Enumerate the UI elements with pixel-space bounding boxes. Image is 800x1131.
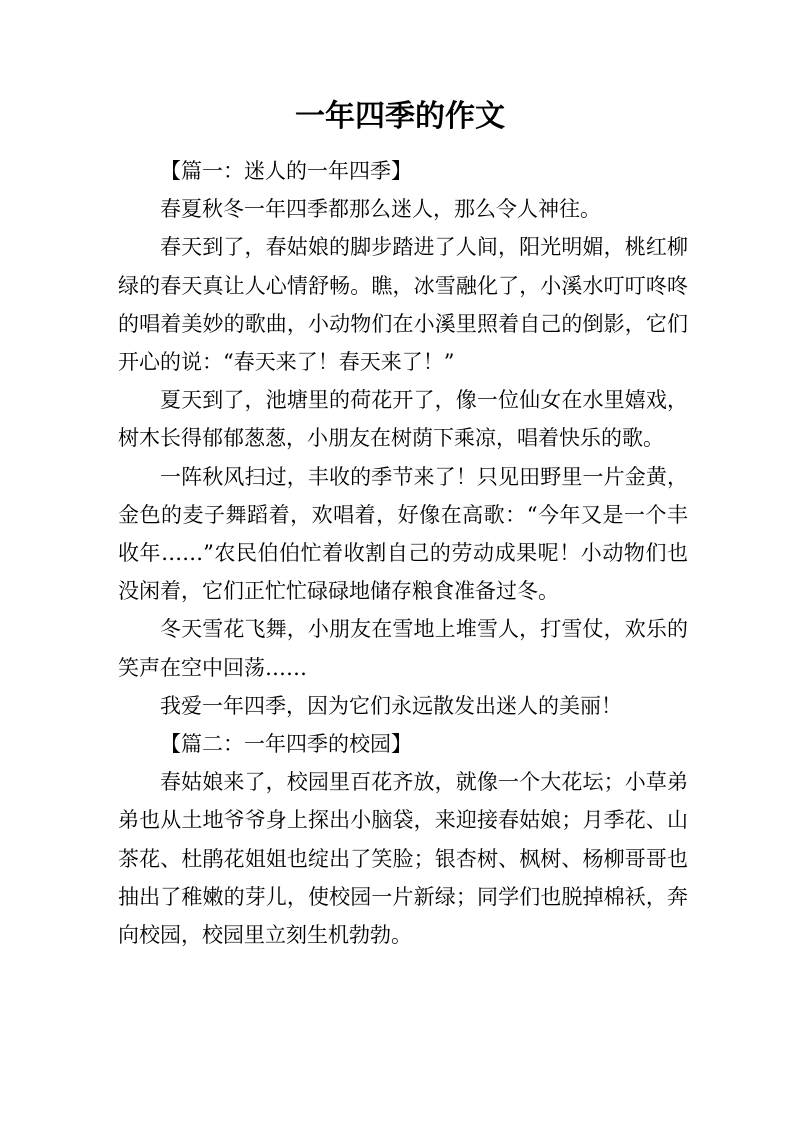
document-body xyxy=(118,152,688,954)
paragraph: 春夏秋冬一年四季都那么迷人，那么令人神往。 xyxy=(160,197,601,222)
paragraph: 夏天到了，池塘里的荷花开了，像一位仙女在水里嬉戏，树木长得郁郁葱葱，小朋友在树荫下乘凉，唱着快乐的歌。 xyxy=(118,388,688,451)
paragraph: 春天到了，春姑娘的脚步踏进了人间，阳光明媚，桃红柳绿的春天真让人心情舒畅。瞧，冰雪融化了，小溪水叮叮咚咚的唱着美妙的歌曲，小动物们在小溪里照着自己的倒影，它们开心的说：“春天来了！春天来了！” xyxy=(118,235,688,375)
paragraph: 冬天雪花飞舞，小朋友在雪地上堆雪人，打雪仗，欢乐的笑声在空中回荡…… xyxy=(118,617,688,680)
paragraph: 我爱一年四季，因为它们永远散发出迷人的美丽！ xyxy=(160,693,622,718)
paragraph: 一阵秋风扫过，丰收的季节来了！只见田野里一片金黄，金色的麦子舞蹈着，欢唱着，好像在高歌：“今年又是一个丰收年……”农民伯伯忙着收割自己的劳动成果呢！小动物们也没闲着，它们正忙忙碌碌地储存粮食准备过冬。 xyxy=(118,464,688,604)
section-heading: 【篇二：一年四季的校园】 xyxy=(160,732,412,757)
paragraph: 春姑娘来了，校园里百花齐放，就像一个大花坛；小草弟弟也从土地爷爷身上探出小脑袋，来迎接春姑娘；月季花、山茶花、杜鹃花姐姐也绽出了笑脸；银杏树、枫树、杨柳哥哥也抽出了稚嫩的芽儿，使校园一片新绿；同学们也脱掉棉袄，奔向校园，校园里立刻生机勃勃。 xyxy=(118,770,688,948)
section-heading: 【篇一：迷人的一年四季】 xyxy=(160,159,412,183)
document-title: 一年四季的作文 xyxy=(295,99,505,134)
